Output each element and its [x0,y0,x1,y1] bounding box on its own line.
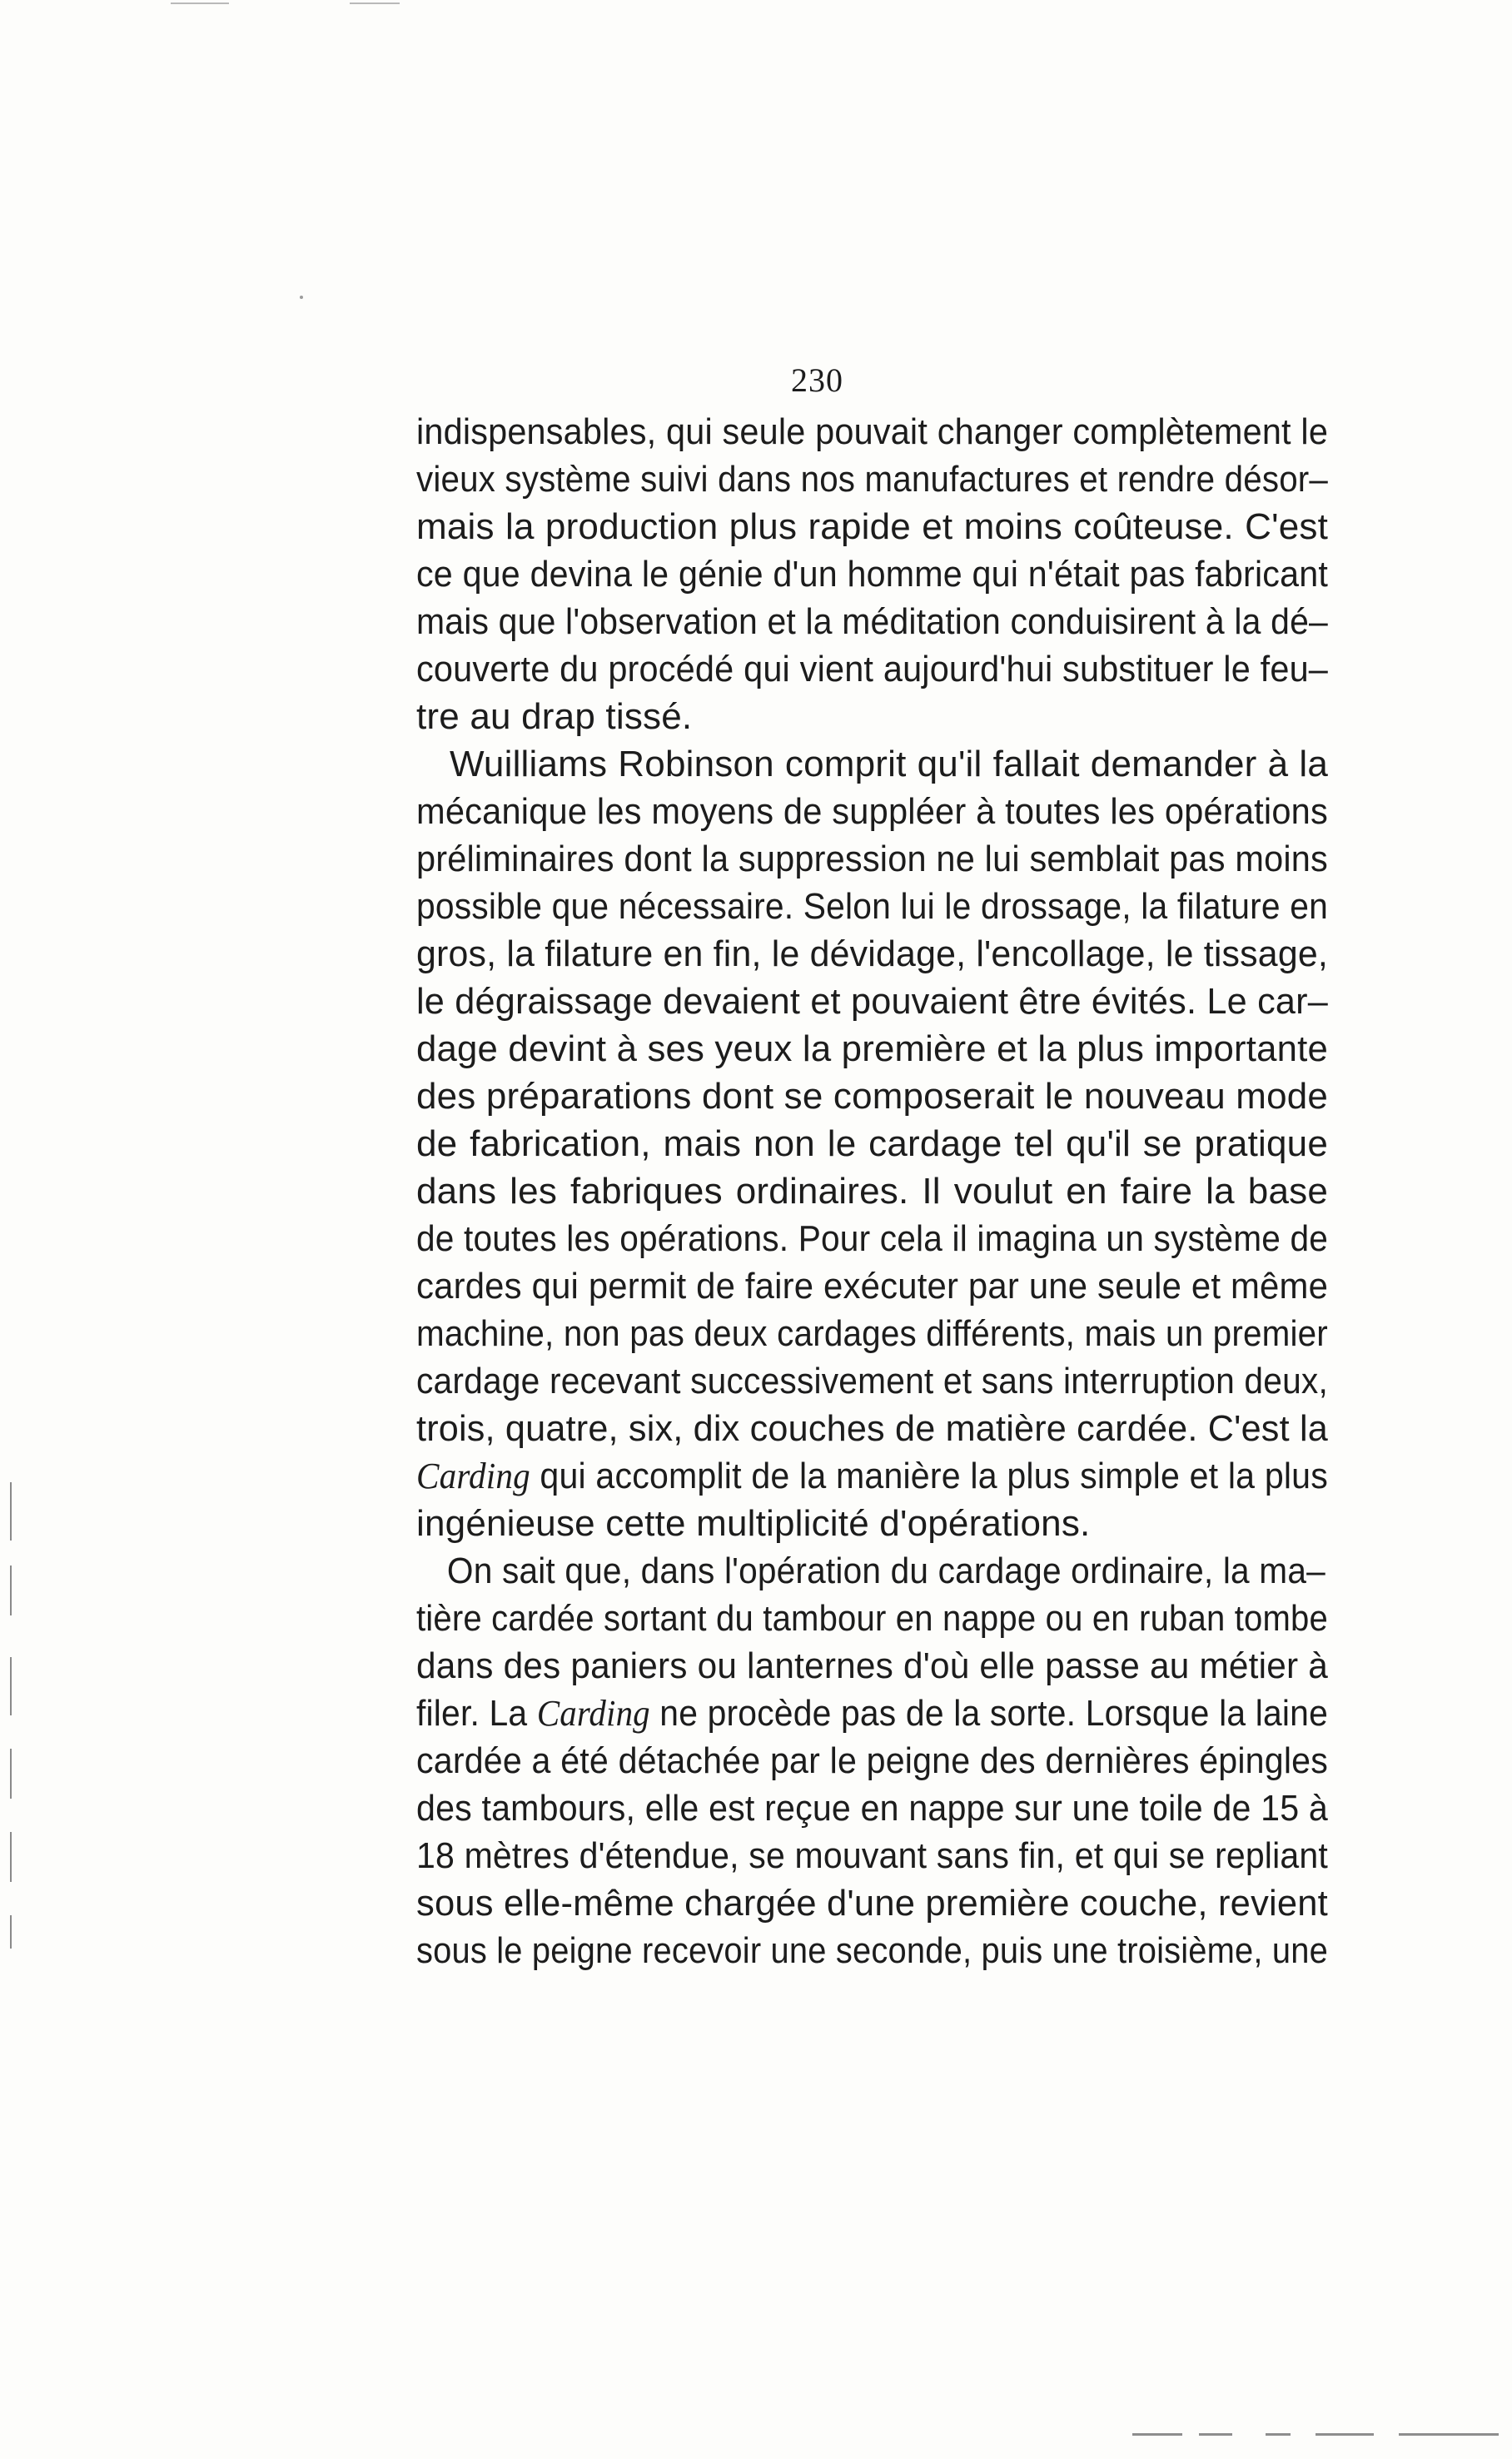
text-line: tière cardée sortant du tambour en nappe ou en ruban tombe [416,1598,1328,1639]
text-line: possible que nécessaire. Selon lui le drossage, la filature en [416,886,1328,927]
text-line: dans les fabriques ordinaires. Il voulut en faire la base [416,1171,1328,1212]
text-line: ingénieuse cette multiplicité d'opérations. [416,1503,1091,1544]
text-line: gros, la filature en fin, le dévidage, l'encollage, le tissage, [416,933,1329,974]
text-line [416,1690,1328,1737]
text-line: tre au drap tissé. [416,696,693,737]
italic-term: Carding [416,1456,530,1496]
scan-edge-mark [350,2,400,4]
text-line: le dégraissage devaient et pouvaient être évités. Le car– [416,981,1328,1022]
scan-edge-mark [1399,2433,1499,2436]
text-line: vieux système suivi dans nos manufactures et rendre désor– [416,459,1329,500]
text-line: couverte du procédé qui vient aujourd'hui substituer le feu– [416,649,1329,689]
text-line: trois, quatre, six, dix couches de matière cardée. C'est la [416,1408,1328,1449]
scan-edge-mark [1199,2433,1232,2436]
scan-edge-mark [10,1915,12,1949]
text-line: des préparations dont se composerait le nouveau mode [416,1076,1328,1117]
scan-edge-mark [171,2,229,4]
text-line: des tambours, elle est reçue en nappe sur une toile de 15 à [416,1788,1328,1829]
text-line: cardée a été détachée par le peigne des dernières épingles [416,1740,1328,1781]
scan-edge-mark [10,1482,12,1541]
text-run: filer. La [416,1693,537,1734]
italic-term: Carding [536,1693,650,1734]
text-line: de fabrication, mais non le cardage tel qu'il se pratique [416,1123,1328,1164]
text-line: dage devint à ses yeux la première et la plus importante [416,1028,1328,1069]
text-line: mais la production plus rapide et moins coûteuse. C'est [416,506,1328,547]
text-line: de toutes les opérations. Pour cela il imagina un système de [416,1218,1329,1259]
text-run: qui accomplit de la manière la plus simple et la plus [530,1456,1328,1496]
text-line: préliminaires dont la suppression ne lui semblait pas moins [416,839,1328,879]
scan-edge-mark [10,1657,12,1715]
text-line: machine, non pas deux cardages différents, mais un premier [416,1313,1328,1354]
text-line: sous elle-même chargée d'une première couche, revient [416,1883,1328,1924]
page-number: 230 [791,361,843,399]
text-line: mais que l'observation et la méditation conduisirent à la dé– [416,601,1328,642]
text-line: 18 mètres d'étendue, se mouvant sans fin, et qui se repliant [416,1835,1328,1876]
text-line: On sait que, dans l'opération du cardage ordinaire, la ma– [446,1551,1325,1591]
text-line: cardage recevant successivement et sans interruption deux, [416,1361,1328,1401]
text-line: dans des paniers ou lanternes d'où elle passe au métier à [416,1645,1328,1686]
text-run: ne procède pas de la sorte. Lorsque la laine [649,1693,1328,1734]
body-text [416,408,1328,1974]
scan-edge-mark [10,1749,12,1799]
text-line: ce que devina le génie d'un homme qui n'était pas fabricant [416,554,1328,595]
text-line: cardes qui permit de faire exécuter par une seule et même [416,1266,1329,1307]
text-line: Wuilliams Robinson comprit qu'il fallait demander à la [450,744,1328,784]
scan-edge-mark [1266,2433,1291,2436]
scan-speck [300,296,303,299]
text-line [416,1452,1328,1500]
scan-edge-mark [10,1565,12,1615]
text-line: mécanique les moyens de suppléer à toutes les opérations [416,791,1328,832]
text-line: indispensables, qui seule pouvait changer complètement le [416,411,1329,452]
scan-edge-mark [10,1832,12,1882]
scan-edge-mark [1316,2433,1374,2436]
scan-edge-mark [1132,2433,1182,2436]
text-line: sous le peigne recevoir une seconde, puis une troisième, une [416,1930,1329,1971]
